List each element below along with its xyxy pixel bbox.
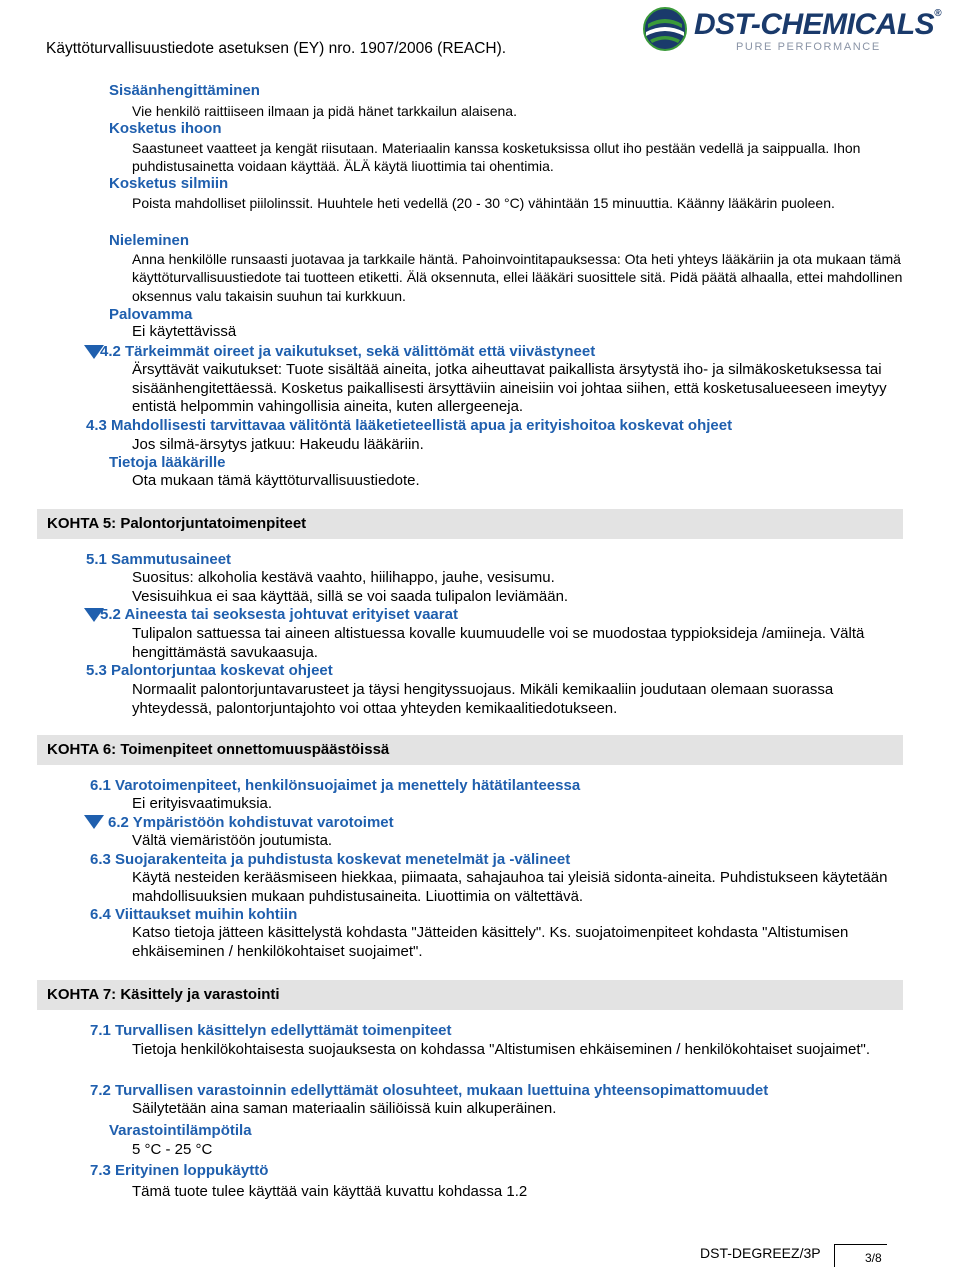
logo-tagline: PURE PERFORMANCE: [736, 41, 881, 53]
skin-contact-heading: Kosketus ihoon: [109, 120, 222, 137]
section-5-band: [37, 509, 903, 539]
section-6-1-heading: 6.1 Varotoimenpiteet, henkilönsuojaimet ja menettely hätätilanteessa: [90, 777, 581, 794]
section-7-3-text: Tämä tuote tulee käyttää vain käyttää kuvattu kohdassa 1.2: [132, 1183, 528, 1200]
section-5-3-text: Normaalit palontorjuntavarusteet ja täysi hengityssuojaus. Mikäli kemikaaliin joudutaan olemaan suorassa yhteydessä, palontorjuntajohto voi ottaa yhteyden kemikaalitiedotukseen.: [132, 681, 834, 717]
section-4-2-text: Ärsyttävät vaikutukset: Tuote sisältää aineita, jotka aiheuttavat paikallista ärsytystä iho- ja silmäkosketuksessa tai sisäänhengitettäessä. Kosketus paikallisesti ärsyttäviin aineisiin voi johtaa siihen, että kosketusalueeseen imeytyy entistä helpommin vahingollisia aineita, kuten allergeeneja.: [132, 361, 887, 416]
section-6-1-text: Ei erityisvaatimuksia.: [132, 795, 273, 812]
document-title: Käyttöturvallisuustiedote asetuksen (EY) nro. 1907/2006 (REACH).: [46, 40, 507, 57]
section-5-1-heading: 5.1 Sammutusaineet: [86, 551, 232, 568]
burn-text: Ei käytettävissä: [132, 323, 237, 340]
burn-heading: Palovamma: [109, 306, 193, 323]
section-5-1-text-1: Suositus: alkoholia kestävä vaahto, hiilihappo, jauhe, vesisumu.: [132, 569, 555, 586]
section-6-2-text: Vältä viemäristöön joutumista.: [132, 832, 333, 849]
section-7-2-text: Säilytetään aina saman materiaalin säiliöissä kuin alkuperäinen.: [132, 1100, 557, 1117]
skin-contact-text: Saastuneet vaatteet ja kengät riisutaan. Materiaalin kanssa kosketuksissa ollut iho pestään vedellä ja saippualla. Ihon puhdistusainetta voidaan käyttää. ÄLÄ käytä liuottimia tai ohentimia.: [132, 140, 861, 175]
section-7-1-heading: 7.1 Turvallisen käsittelyn edellyttämät toimenpiteet: [90, 1022, 452, 1039]
eye-contact-text: Poista mahdolliset piilolinssit. Huuhtele heti vedellä (20 - 30 °C) vähintään 15 minuuttia. Käänny lääkärin puoleen.: [132, 195, 835, 211]
section-6-title: KOHTA 6: Toimenpiteet onnettomuuspäästöissä: [47, 741, 390, 758]
section-5-2-text: Tulipalon sattuessa tai aineen altistuessa kovalle kuumuudelle voi se muodostaa typpioksideja /amiineja. Vältä hengittämästä savukaasuja.: [132, 625, 865, 661]
section-4-3-heading: 4.3 Mahdollisesti tarvittavaa välitöntä lääketieteellistä apua ja erityishoitoa koskevat ohjeet: [86, 417, 733, 434]
section-6-4-text: Katso tietoja jätteen käsittelystä kohdasta "Jätteiden käsittely". Ks. suojatoimenpiteet kohdasta "Altistumisen ehkäiseminen / henkilökohtaiset suojaimet".: [132, 924, 849, 960]
storage-temperature-heading: Varastointilämpötila: [109, 1122, 252, 1139]
inhalation-text: Vie henkilö raittiiseen ilmaan ja pidä hänet tarkkailun alaisena.: [132, 103, 517, 119]
section-5-1-text-2: Vesisuihkua ei saa käyttää, sillä se voi saada tulipalon leviämään.: [132, 588, 569, 605]
doctor-info-heading: Tietoja lääkärille: [109, 454, 226, 471]
page-number-box: [834, 1244, 887, 1267]
document-code: DST-DEGREEZ/3P: [700, 1245, 821, 1261]
section-7-1-text: Tietoja henkilökohtaisesta suojauksesta on kohdassa "Altistumisen ehkäiseminen / henkilökohtaiset suojaimet".: [132, 1041, 871, 1058]
section-7-2-heading: 7.2 Turvallisen varastoinnin edellyttämät olosuhteet, mukaan luettuina yhteensopimattomuudet: [90, 1082, 769, 1099]
section-6-3-text: Käytä nesteiden kerääsmiseen hiekkaa, piimaata, sahajauhoa tai yleisiä sidonta-aineita. Puhdistukseen käytetään mahdollisuuksien mukaan puhdistusaineita. Liuottimia on vältettävä.: [132, 869, 888, 905]
section-6-4-heading: 6.4 Viittaukset muihin kohtiin: [90, 906, 298, 923]
section-6-2-heading: 6.2 Ympäristöön kohdistuvat varotoimet: [108, 814, 394, 831]
section-4-3-text: Jos silmä-ärsytys jatkuu: Hakeudu lääkäriin.: [132, 436, 424, 453]
section-7-3-heading: 7.3 Erityinen loppukäyttö: [90, 1162, 269, 1179]
storage-temperature-text: 5 °C - 25 °C: [132, 1141, 213, 1158]
section-5-2-heading: 5.2 Aineesta tai seoksesta johtuvat erityiset vaarat: [100, 606, 458, 623]
section-5-3-heading: 5.3 Palontorjuntaa koskevat ohjeet: [86, 662, 333, 679]
logo-trademark: ®: [934, 8, 942, 19]
page-number: 3/8: [865, 1251, 882, 1265]
ingestion-text: Anna henkilölle runsaasti juotavaa ja tarkkaile häntä. Pahoinvointitapauksessa: Ota heti yhteys lääkäriin ja ota mukaan tämä käyttöturvallisuustiedote tai tuotteen etiketti. Älä oksennuta, ellei lääkäri suosittele sitä. Pidä päätä alhaalla, ettei mahdollinen oksennus valu takaisin suuhun tai kurkkuun.: [132, 251, 903, 304]
logo-wordmark: DST-CHEMICALS®: [694, 8, 942, 41]
company-logo: [642, 6, 942, 56]
section-4-2-heading: 4.2 Tärkeimmät oireet ja vaikutukset, sekä välittömät että viivästyneet: [100, 343, 596, 360]
triangle-marker-icon: [84, 815, 104, 829]
doctor-info-text: Ota mukaan tämä käyttöturvallisuustiedote.: [132, 472, 420, 489]
section-6-3-heading: 6.3 Suojarakenteita ja puhdistusta koskevat menetelmät ja -välineet: [90, 851, 571, 868]
section-6-band: [37, 735, 903, 765]
eye-contact-heading: Kosketus silmiin: [109, 175, 229, 192]
section-7-band: [37, 980, 903, 1010]
ingestion-heading: Nieleminen: [109, 232, 190, 249]
inhalation-heading: Sisäänhengittäminen: [109, 82, 260, 99]
globe-logo-icon: [642, 6, 688, 52]
section-7-title: KOHTA 7: Käsittely ja varastointi: [47, 986, 280, 1003]
section-5-title: KOHTA 5: Palontorjuntatoimenpiteet: [47, 515, 307, 532]
